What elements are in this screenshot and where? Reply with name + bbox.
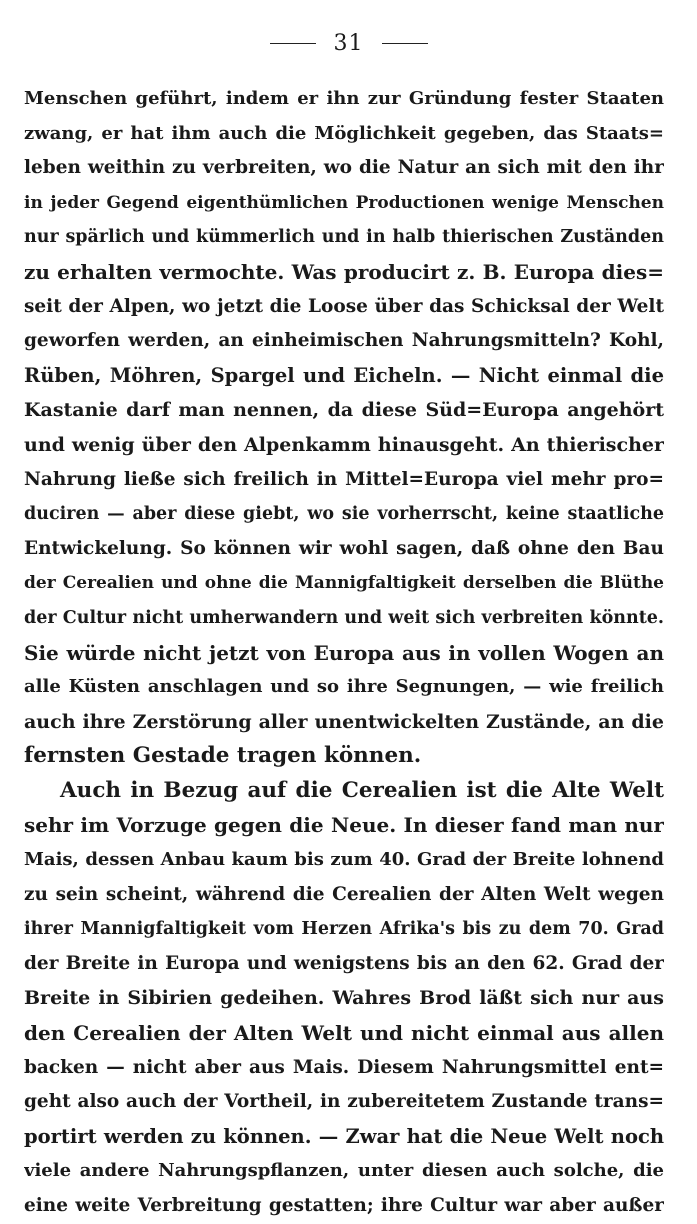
header-rule-right (382, 43, 428, 44)
text-line: den Cerealien der Alten Welt und nicht einmal aus allen (24, 1021, 664, 1046)
text-line: auch ihre Zerstörung aller unentwickelten Zustände, an die (24, 710, 664, 733)
text-line: leben weithin zu verbreiten, wo die Natur an sich mit den ihr (24, 157, 664, 179)
text-line: Rüben, Möhren, Spargel und Eicheln. — Nicht einmal die (24, 363, 664, 387)
text-line: der Cultur nicht umherwandern und weit sich verbreiten könnte. (24, 607, 664, 628)
text-line: alle Küsten anschlagen und so ihre Segnungen, — wie freilich (24, 676, 664, 698)
text-line: geworfen werden, an einheimischen Nahrungsmitteln? Kohl, (24, 330, 664, 352)
text-line: zu sein scheint, während die Cerealien der Alten Welt wegen (24, 883, 664, 905)
text-line: Auch in Bezug auf die Cerealien ist die Alte Welt (60, 777, 664, 803)
text-line: ihrer Mannigfaltigkeit vom Herzen Afrika's bis zu dem 70. Grad (24, 919, 664, 940)
text-line: Entwickelung. So können wir wohl sagen, daß ohne den Bau (24, 537, 664, 559)
text-line: zu erhalten vermochte. Was producirt z. B. Europa dies= (24, 259, 664, 284)
text-line: der Breite in Europa und wenigstens bis an den 62. Grad der (24, 952, 664, 974)
page-header (0, 28, 697, 58)
text-line: der Cerealien und ohne die Mannigfaltigkeit derselben die Blüthe (24, 573, 664, 594)
text-line: Menschen geführt, indem er ihn zur Gründung fester Staaten (24, 88, 664, 109)
text-line: Sie würde nicht jetzt von Europa aus in vollen Wogen an (24, 640, 664, 665)
text-line: sehr im Vorzuge gegen die Neue. In dieser fand man nur (24, 813, 664, 838)
text-line: fernsten Gestade tragen können. (24, 743, 422, 769)
text-line: portirt werden zu können. — Zwar hat die Neue Welt noch (24, 1124, 664, 1148)
text-line: viele andere Nahrungspflanzen, unter diesen auch solche, die (24, 1160, 664, 1182)
body-text (24, 82, 664, 1224)
text-line: duciren — aber diese giebt, wo sie vorherrscht, keine staatliche (24, 504, 664, 525)
page-number: 31 (333, 30, 364, 56)
text-line: und wenig über den Alpenkamm hinausgeht. An thierischer (24, 433, 664, 456)
text-line: Mais, dessen Anbau kaum bis zum 40. Grad der Breite lohnend (24, 849, 664, 871)
text-line: geht also auch der Vortheil, in zubereitetem Zustande trans= (24, 1091, 664, 1113)
text-line: nur spärlich und kümmerlich und in halb thierischen Zuständen (24, 227, 664, 248)
header-rule-left (270, 43, 316, 44)
text-line: Kastanie darf man nennen, da diese Süd=Europa angehört (24, 399, 664, 422)
text-line: Nahrung ließe sich freilich in Mittel=Europa viel mehr pro= (24, 468, 664, 490)
text-line: seit der Alpen, wo jetzt die Loose über das Schicksal der Welt (24, 295, 664, 317)
text-line: in jeder Gegend eigenthümlichen Productionen wenige Menschen (24, 192, 664, 213)
text-line: backen — nicht aber aus Mais. Diesem Nahrungsmittel ent= (24, 1056, 664, 1078)
text-line: Breite in Sibirien gedeihen. Wahres Brod läßt sich nur aus (24, 987, 664, 1010)
text-line: zwang, er hat ihm auch die Möglichkeit gegeben, das Staats= (24, 122, 664, 144)
text-line: eine weite Verbreitung gestatten; ihre Cultur war aber außer (24, 1195, 664, 1216)
